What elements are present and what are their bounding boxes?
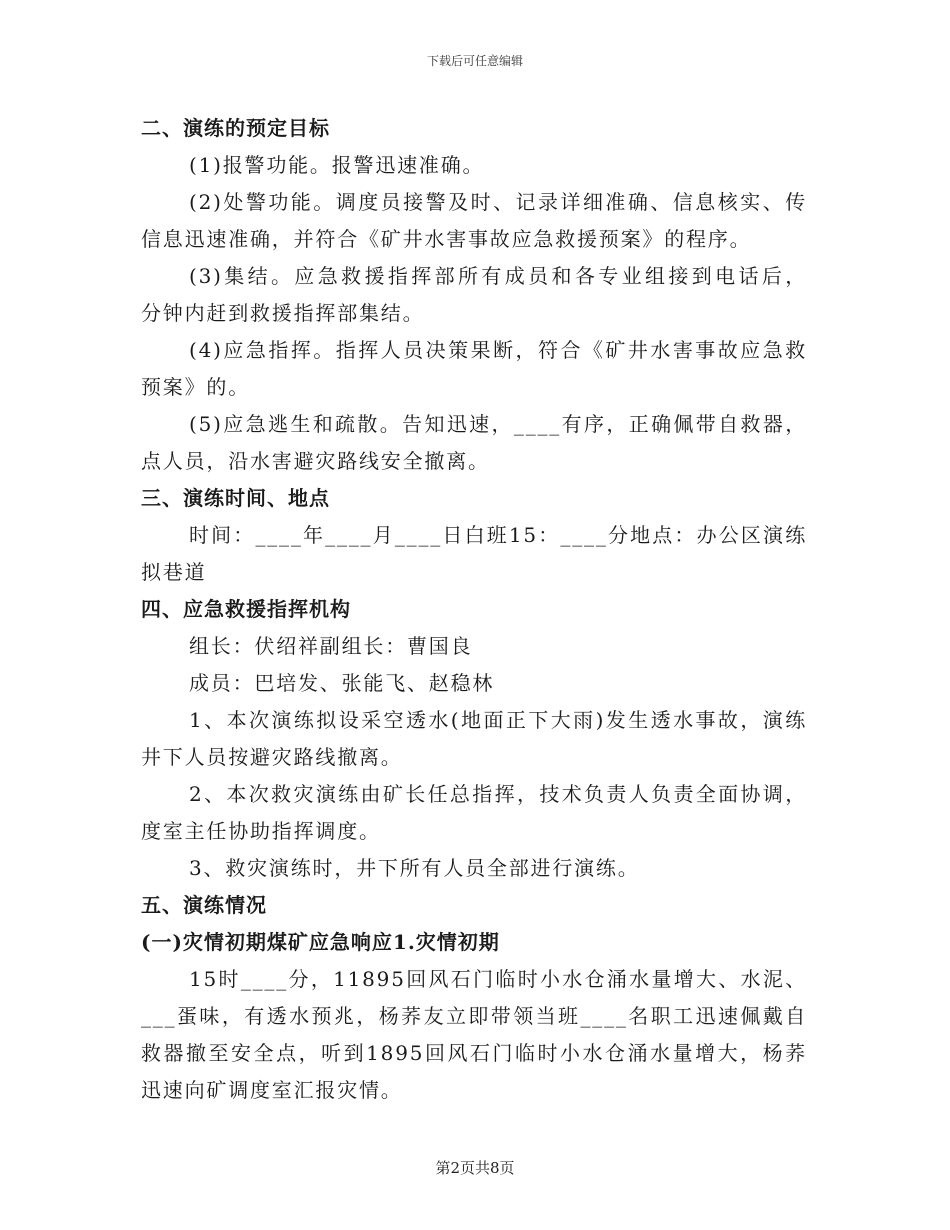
document-body <box>141 110 807 1109</box>
paragraph-line: 15时____分，11895回风石门临时小水仓涌水量增大、水泥、 <box>189 967 807 991</box>
paragraph-line: 点人员，沿水害避灾路线安全撤离。 <box>141 449 490 473</box>
paragraph-line: 井下人员按避灾路线撤离。 <box>141 745 403 769</box>
section-heading-command: 四、应急救援指挥机构 <box>141 597 351 621</box>
paragraph-line: (2)处警功能。调度员接警及时、记录详细准确、信息核实、传 <box>189 190 807 214</box>
paragraph-line: (4)应急指挥。指挥人员决策果断，符合《矿井水害事故应急救 <box>189 338 807 362</box>
paragraph-line: (3)集结。应急救援指挥部所有成员和各专业组接到电话后， <box>189 264 807 288</box>
paragraph-line: 组长：伏绍祥副组长：曹国良 <box>189 634 473 658</box>
paragraph-line: 2、本次救灾演练由矿长任总指挥，技术负责人负责全面协调， <box>189 782 807 806</box>
paragraph-line: ___蛋味，有透水预兆，杨荞友立即带领当班____名职工迅速佩戴自 <box>141 1004 807 1028</box>
page-header: 下载后可任意编辑 <box>426 54 523 68</box>
paragraph-line: 救器撤至安全点，听到1895回风石门临时小水仓涌水量增大，杨荞 <box>141 1041 807 1065</box>
paragraph-line: 预案》的。 <box>141 375 250 399</box>
paragraph-line: 成员：巴培发、张能飞、赵稳林 <box>189 671 495 695</box>
paragraph-line: 时间：____年____月____日白班15：____分地点：办公区演练 <box>189 523 807 547</box>
paragraph-line: 迅速向矿调度室汇报灾情。 <box>141 1078 403 1102</box>
paragraph-line: 分钟内赶到救援指挥部集结。 <box>141 301 425 325</box>
paragraph-line: 拟巷道 <box>141 560 207 584</box>
paragraph-line: (1)报警功能。报警迅速准确。 <box>189 153 485 177</box>
section-heading-time-place: 三、演练时间、地点 <box>141 486 330 510</box>
paragraph-line: 1、本次演练拟设采空透水(地面正下大雨)发生透水事故，演练 <box>189 708 807 732</box>
page-number: 第2页共8页 <box>435 1159 515 1177</box>
paragraph-line: 度室主任协助指挥调度。 <box>141 819 381 843</box>
paragraph-line: (5)应急逃生和疏散。告知迅速，____有序，正确佩带自救器， <box>189 412 807 436</box>
paragraph-line: 3、救灾演练时，井下所有人员全部进行演练。 <box>189 856 640 880</box>
section-heading-objectives: 二、演练的预定目标 <box>141 116 330 140</box>
subsection-heading-initial: (一)灾情初期煤矿应急响应1.灾情初期 <box>141 930 500 954</box>
section-heading-situation: 五、演练情况 <box>141 893 267 917</box>
paragraph-line: 信息迅速准确，并符合《矿井水害事故应急救援预案》的程序。 <box>141 227 752 251</box>
